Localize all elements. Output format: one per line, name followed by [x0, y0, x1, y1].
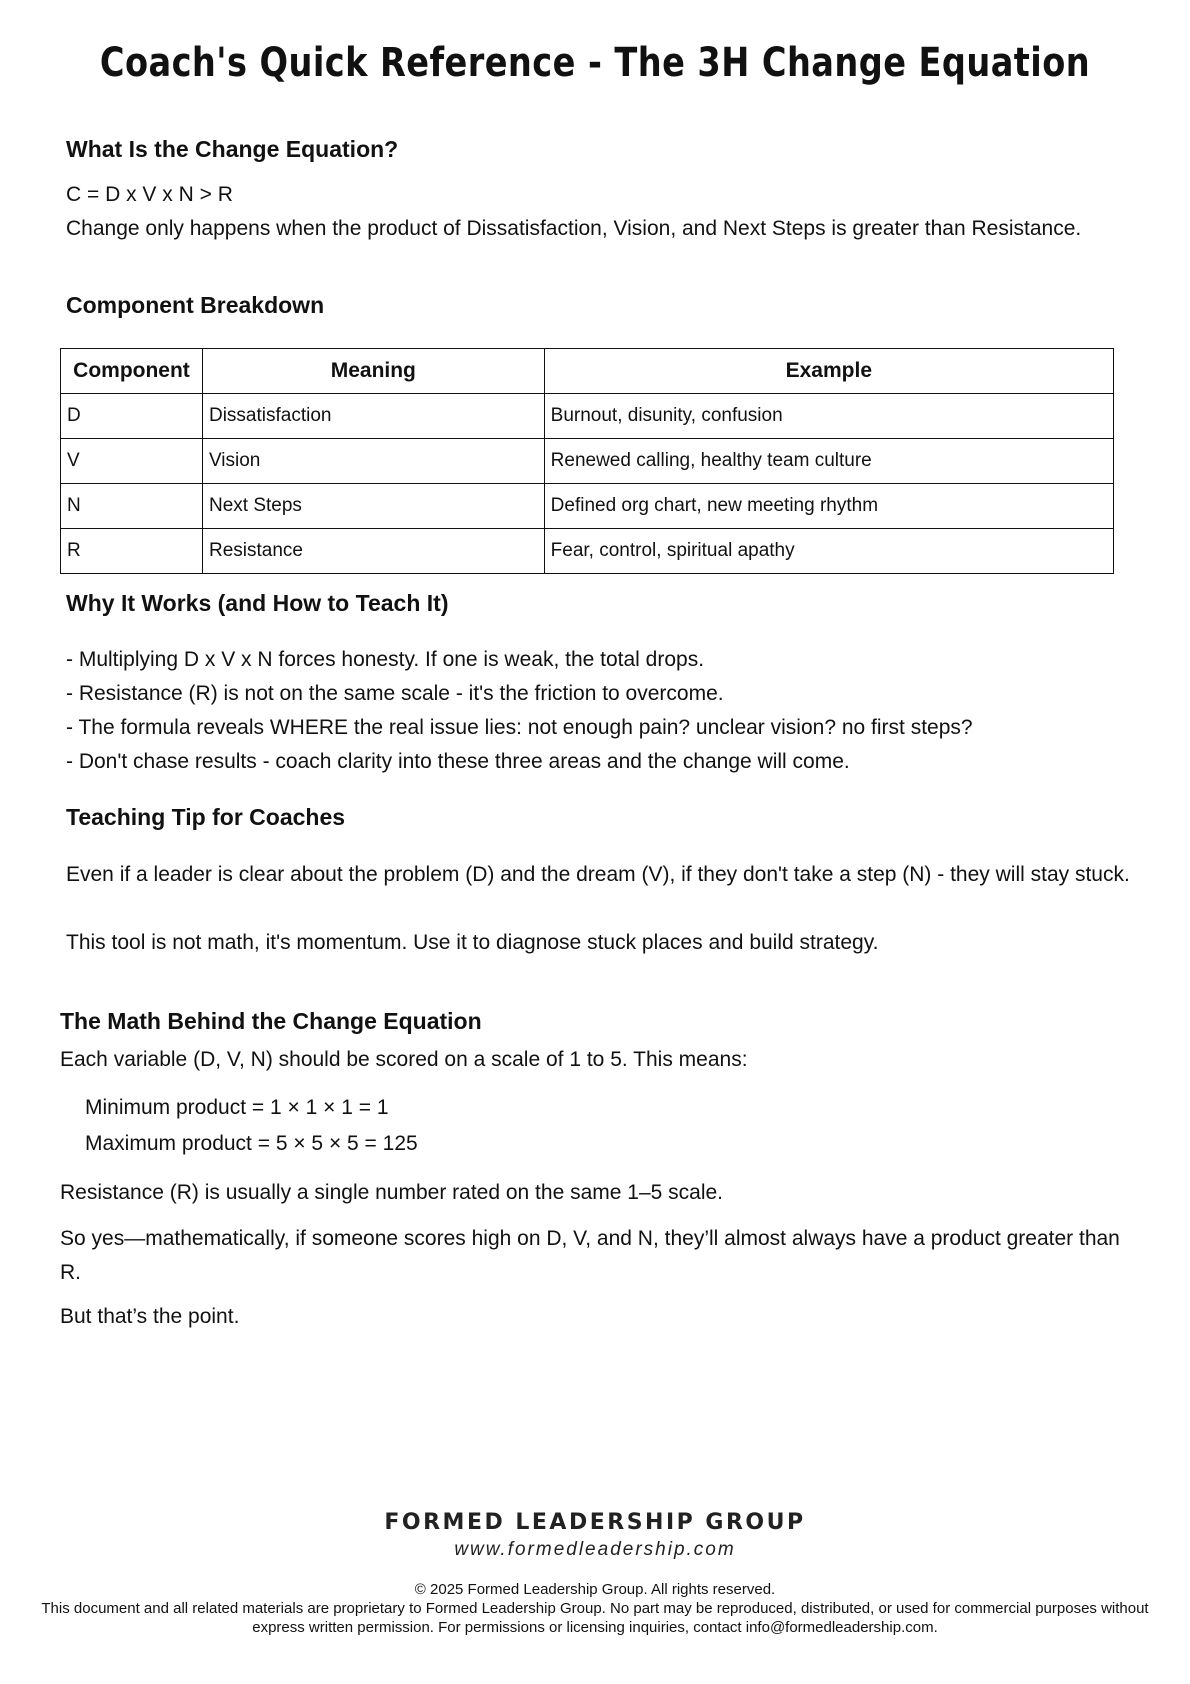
cell-component: N [61, 484, 203, 529]
math-conclusion: So yes—mathematically, if someone scores high on D, V, and N, they’ll almost always have a product greater than R. [60, 1227, 1120, 1284]
cell-meaning: Next Steps [202, 484, 544, 529]
teaching-tip-summary: This tool is not math, it's momentum. Use it to diagnose stuck places and build strategy. [66, 931, 879, 954]
cell-example: Burnout, disunity, confusion [544, 394, 1113, 439]
cell-example: Defined org chart, new meeting rhythm [544, 484, 1113, 529]
column-header-example: Example [544, 349, 1113, 394]
section-heading-teaching-tip: Teaching Tip for Coaches [66, 804, 346, 830]
legal-notice: This document and all related materials are proprietary to Formed Leadership Group. No part may be reproduced, distributed, or used for commercial purposes without express written permission. For permissions or licensing inquiries, contact info@formedleadership.com. [41, 1600, 1149, 1636]
table-row [61, 529, 1114, 574]
list-item: - Multiplying D x V x N forces honesty. If one is weak, the total drops. [66, 648, 705, 671]
component-table [60, 348, 1114, 574]
table-row [61, 394, 1114, 439]
resistance-line: Resistance (R) is usually a single number rated on the same 1–5 scale. [60, 1181, 723, 1204]
table-row [61, 439, 1114, 484]
list-item: - The formula reveals WHERE the real issue lies: not enough pain? unclear vision? no first steps? [66, 716, 973, 739]
column-header-meaning: Meaning [202, 349, 544, 394]
section-heading-component-breakdown: Component Breakdown [66, 292, 325, 318]
minimum-product-line: Minimum product = 1 × 1 × 1 = 1 [85, 1096, 389, 1119]
formula-text: C = D x V x N > R [66, 183, 233, 206]
math-point: But that’s the point. [60, 1305, 240, 1328]
section-heading-math: The Math Behind the Change Equation [60, 1008, 482, 1034]
cell-meaning: Dissatisfaction [202, 394, 544, 439]
cell-component: V [61, 439, 203, 484]
cell-example: Fear, control, spiritual apathy [544, 529, 1113, 574]
formula-description: Change only happens when the product of Dissatisfaction, Vision, and Next Steps is greater than Resistance. [66, 217, 1082, 240]
page-title: Coach's Quick Reference - The 3H Change Equation [99, 40, 1091, 86]
section-heading-change-equation: What Is the Change Equation? [66, 136, 399, 162]
cell-meaning: Resistance [202, 529, 544, 574]
table-row [61, 484, 1114, 529]
footer-url: www.formedleadership.com [454, 1539, 736, 1560]
list-item: - Don't chase results - coach clarity into these three areas and the change will come. [66, 750, 850, 773]
cell-component: D [61, 394, 203, 439]
why-it-works-list [66, 643, 973, 779]
copyright-notice: © 2025 Formed Leadership Group. All rights reserved. [414, 1581, 776, 1598]
section-heading-why-it-works: Why It Works (and How to Teach It) [66, 590, 449, 616]
cell-meaning: Vision [202, 439, 544, 484]
column-header-component: Component [61, 349, 203, 394]
footer-brand: FORMED LEADERSHIP GROUP [384, 1510, 806, 1535]
table-header-row [61, 349, 1114, 394]
list-item: - Resistance (R) is not on the same scale - it's the friction to overcome. [66, 682, 724, 705]
maximum-product-line: Maximum product = 5 × 5 × 5 = 125 [85, 1132, 418, 1155]
teaching-tip-paragraph: Even if a leader is clear about the problem (D) and the dream (V), if they don't take a step (N) - they will stay stuck. [66, 863, 1130, 886]
cell-component: R [61, 529, 203, 574]
footer-legal-block [40, 1580, 1150, 1637]
cell-example: Renewed calling, healthy team culture [544, 439, 1113, 484]
math-intro: Each variable (D, V, N) should be scored on a scale of 1 to 5. This means: [60, 1048, 748, 1071]
